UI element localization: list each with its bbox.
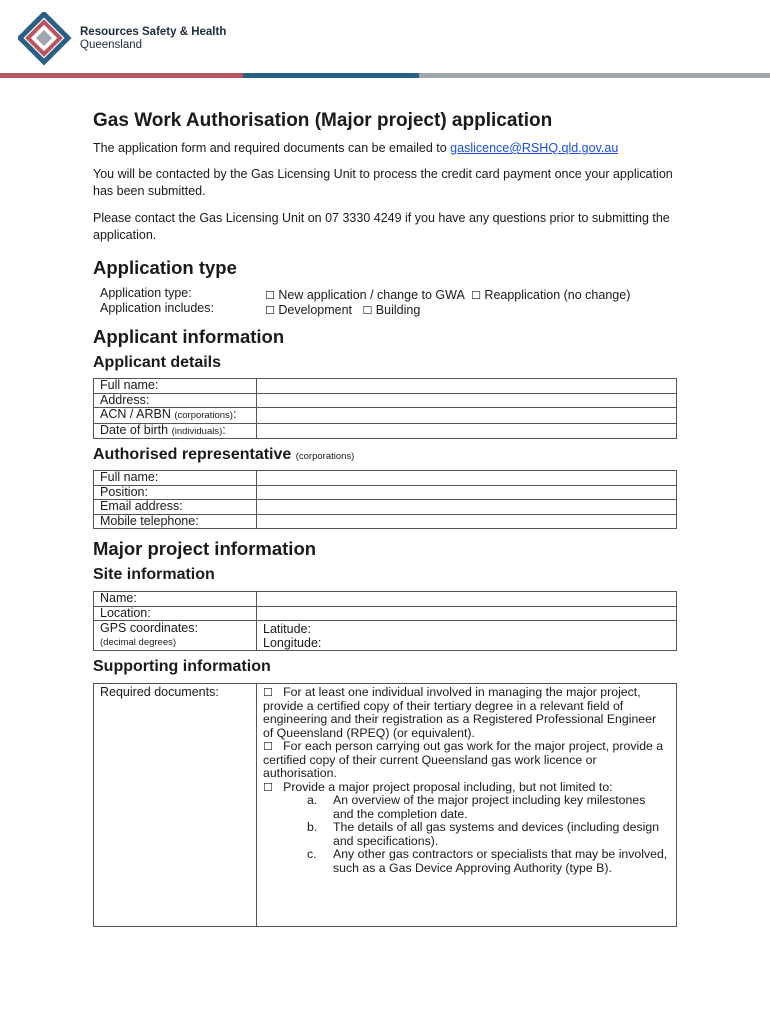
- site-name-label: Name:: [94, 592, 257, 607]
- latitude-label: Latitude:: [263, 622, 311, 636]
- page-title: Gas Work Authorisation (Major project) application: [93, 110, 553, 131]
- gps-label: GPS coordinates: (decimal degrees): [94, 621, 257, 651]
- full-name-field[interactable]: [257, 379, 677, 394]
- applicant-details-heading: Applicant details: [93, 354, 222, 371]
- rshq-logo: [18, 12, 278, 68]
- site-name-field[interactable]: [257, 592, 677, 607]
- table-row: [94, 621, 677, 651]
- document-item-rpeq: ☐ For at least one individual involved in managing the major project, provide a certified copy of their tertiary degree in a relevant field of engineering and their registration as a Registered Professional Engineer of Queensland (RPEQ) (or equivalent).: [263, 685, 657, 740]
- checkbox-development[interactable]: ☐ Development: [265, 303, 353, 317]
- checkbox-proposal[interactable]: ☐: [263, 780, 273, 794]
- table-row: [94, 471, 677, 486]
- authorised-representative-table: [93, 470, 677, 529]
- contact-paragraph: Please contact the Gas Licensing Unit on 07 3330 4249 if you have any questions prior to submitting the application.: [93, 211, 670, 242]
- payment-paragraph: You will be contacted by the Gas Licensing Unit to process the credit card payment once your application has been submitted.: [93, 167, 673, 198]
- table-row: [94, 684, 677, 927]
- acn-label: ACN / ARBN (corporations):: [94, 408, 257, 424]
- table-row: [94, 514, 677, 529]
- logo-line2: Queensland: [80, 39, 143, 51]
- checkbox-licence[interactable]: ☐: [263, 740, 273, 753]
- table-row: [94, 379, 677, 394]
- authorised-representative-heading: Authorised representative (corporations): [93, 446, 355, 463]
- header-bar-red: [0, 73, 243, 78]
- email-text: The application form and required documents can be emailed to: [93, 141, 447, 155]
- logo-line1: Resources Safety & Health: [80, 26, 227, 38]
- table-row: [94, 592, 677, 607]
- email-paragraph: [93, 140, 683, 157]
- required-documents-list: [257, 684, 677, 927]
- rep-mobile-label: Mobile telephone:: [94, 514, 257, 529]
- table-row: [94, 393, 677, 408]
- address-label: Address:: [94, 393, 257, 408]
- applicant-details-table: [93, 378, 677, 439]
- rep-full-name-label: Full name:: [94, 471, 257, 486]
- rshq-logo-icon: [18, 12, 74, 68]
- site-location-label: Location:: [94, 606, 257, 621]
- checkbox-new-application[interactable]: ☐ New application / change to GWA: [265, 288, 465, 302]
- list-item: a. An overview of the major project including key milestones and the completion date.: [307, 793, 646, 821]
- table-row: [94, 606, 677, 621]
- applicant-information-heading: Applicant information: [93, 326, 285, 347]
- checkbox-building[interactable]: ☐ Building: [362, 303, 421, 317]
- table-row: [94, 485, 677, 500]
- rep-full-name-field[interactable]: [257, 471, 677, 486]
- checkbox-reapplication[interactable]: ☐ Reapplication (no change): [471, 288, 631, 302]
- application-includes-options: [265, 302, 420, 319]
- email-link[interactable]: gaslicence@RSHQ.qld.gov.au: [450, 141, 619, 155]
- document-item-licence: ☐ For each person carrying out gas work for the major project, provide a certified copy of their current Queensland gas work licence or authorisation.: [263, 739, 664, 780]
- rep-email-label: Email address:: [94, 500, 257, 515]
- application-type-heading: Application type: [93, 257, 237, 278]
- rep-email-field[interactable]: [257, 500, 677, 515]
- supporting-information-table: [93, 683, 677, 927]
- document-item-proposal: ☐ Provide a major project proposal including, but not limited to:: [263, 779, 613, 794]
- dob-label: Date of birth (individuals):: [94, 423, 257, 439]
- site-location-field[interactable]: [257, 606, 677, 621]
- site-information-table: [93, 591, 677, 651]
- longitude-label: Longitude:: [263, 635, 322, 650]
- gps-field[interactable]: [257, 621, 677, 651]
- supporting-information-heading: Supporting information: [93, 658, 271, 675]
- dob-field[interactable]: [257, 423, 677, 439]
- table-row: [94, 500, 677, 515]
- full-name-label: Full name:: [94, 379, 257, 394]
- rep-position-label: Position:: [94, 485, 257, 500]
- checkbox-rpeq[interactable]: ☐: [263, 686, 273, 699]
- list-item: b. The details of all gas systems and devices (including design and specifications).: [307, 820, 660, 848]
- acn-field[interactable]: [257, 408, 677, 424]
- list-item: c. Any other gas contractors or specialists that may be involved, such as a Gas Device Approving Authority (type B).: [307, 847, 668, 875]
- required-documents-label: Required documents:: [94, 684, 257, 927]
- site-information-heading: Site information: [93, 566, 215, 583]
- table-row: [94, 408, 677, 424]
- rep-mobile-field[interactable]: [257, 514, 677, 529]
- rep-position-field[interactable]: [257, 485, 677, 500]
- application-type-label: Application type:: [100, 286, 192, 300]
- header-bar-blue: [243, 73, 419, 78]
- application-includes-label: Application includes:: [100, 301, 214, 315]
- major-project-heading: Major project information: [93, 538, 317, 559]
- proposal-sublist: [263, 794, 668, 875]
- address-field[interactable]: [257, 393, 677, 408]
- table-row: [94, 423, 677, 439]
- header-bar-grey: [419, 73, 770, 78]
